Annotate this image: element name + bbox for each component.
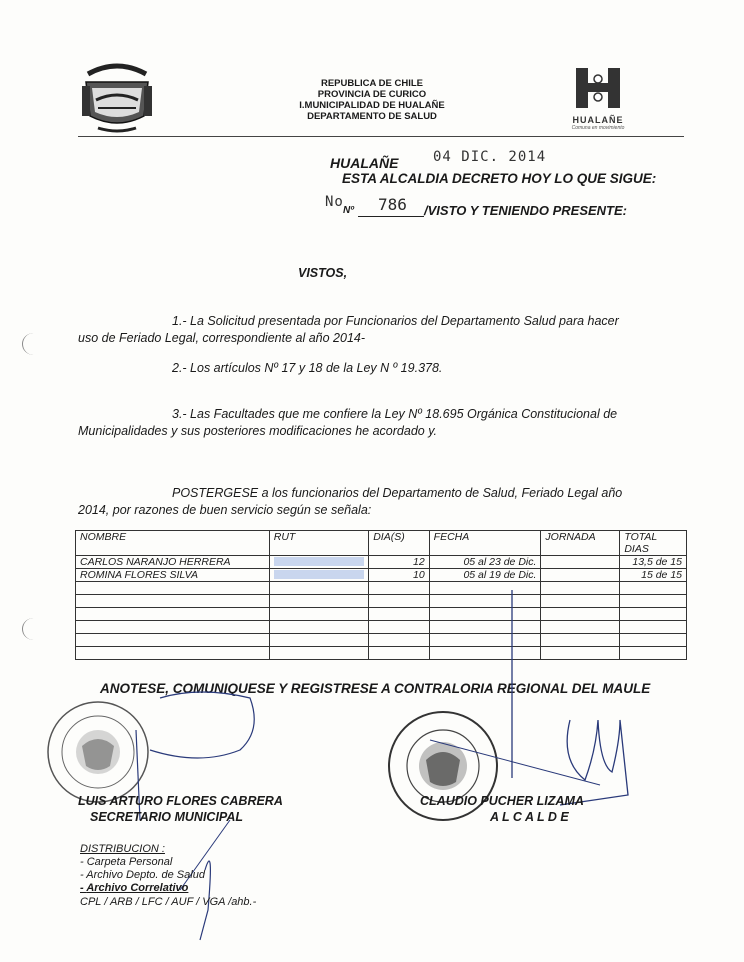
distribution-item: - Archivo Depto. de Salud: [80, 869, 205, 881]
distribution-item-bold: [80, 882, 188, 895]
logo-brand-name: HUALAÑE: [572, 115, 624, 125]
table-header-row: [76, 531, 687, 556]
number-underline: [358, 216, 424, 217]
header-divider: [78, 136, 684, 137]
number-label: Nº: [343, 205, 354, 216]
municipality-seal-left: [78, 56, 156, 136]
cell-total: 15 de 15: [620, 569, 687, 582]
distribution-title: DISTRIBUCION :: [80, 843, 165, 855]
secretary-name: LUIS ARTURO FLORES CABRERA: [78, 794, 283, 808]
vistos-title: VISTOS,: [298, 266, 348, 280]
header-line: I.MUNICIPALIDAD DE HUALAÑE: [299, 100, 445, 111]
number-prefix-stamp: No: [325, 194, 344, 210]
table-row: [76, 569, 687, 582]
cell-fecha: 05 al 23 de Dic.: [429, 556, 541, 569]
distribution-item: - Carpeta Personal: [80, 856, 173, 868]
cell-rut-redacted: [269, 569, 368, 582]
logo-tagline: Comuna en movimiento: [571, 125, 625, 131]
cell-rut-redacted: [269, 556, 368, 569]
mayor-title: A L C A L D E: [490, 810, 569, 824]
cell-dias: 12: [369, 556, 429, 569]
punch-hole-mark: [22, 618, 45, 640]
visto-2: 2.- Los artículos Nº 17 y 18 de la Ley N º 19.378.: [172, 361, 443, 375]
col-header-dias: DIA(S): [369, 531, 429, 556]
cell-nombre: ROMINA FLORES SILVA: [76, 569, 270, 582]
resolution-line-1: POSTERGESE a los funcionarios del Departamento de Salud, Feriado Legal año: [172, 486, 623, 500]
visto-3-line-1: 3.- Las Facultades que me confiere la Ley Nº 18.695 Orgánica Constitucional de: [172, 407, 618, 421]
mayor-name: CLAUDIO PUCHER LIZAMA: [420, 794, 584, 808]
cell-nombre: CARLOS NARANJO HERRERA: [76, 556, 270, 569]
hualane-h-icon: [572, 66, 624, 110]
distribution-bold-item: Archivo Correlativo: [86, 882, 189, 894]
punch-hole-mark: [22, 333, 45, 355]
visto-1-line-2: uso de Feriado Legal, correspondiente al año 2014-: [78, 331, 366, 345]
header-line: DEPARTAMENTO DE SALUD: [307, 111, 437, 122]
distribution-initials: CPL / ARB / LFC / AUF / VGA /ahb.-: [80, 896, 257, 908]
header-institution: [262, 78, 482, 122]
col-header-nombre: NOMBRE: [76, 531, 270, 556]
header-line: REPUBLICA DE CHILE: [320, 78, 424, 89]
resolution-line-2: 2014, por razones de buen servicio según se señala:: [78, 503, 372, 517]
closing-statement: ANOTESE, COMUNIQUESE Y REGISTRESE A CONTRALORIA REGIONAL DEL MAULE: [100, 681, 651, 696]
visto-3-line-2: Municipalidades y sus posteriores modificaciones he acordado y.: [78, 424, 437, 438]
secretary-title: SECRETARIO MUNICIPAL: [90, 810, 244, 824]
cell-fecha: 05 al 19 de Dic.: [429, 569, 541, 582]
header-line: PROVINCIA DE CURICO: [317, 89, 427, 100]
cell-dias: 10: [369, 569, 429, 582]
visto-1-line-1: 1.- La Solicitud presentada por Funcionarios del Departamento Salud para hacer: [172, 314, 619, 328]
distribution-bold-prefix: -: [80, 882, 87, 894]
table-row: [76, 556, 687, 569]
cell-total: 13,5 de 15: [620, 556, 687, 569]
col-header-total: TOTAL DIAS: [620, 531, 687, 556]
decree-number: 786: [378, 195, 407, 214]
cell-jornada: [541, 569, 620, 582]
hualane-logo-right: [568, 66, 628, 134]
decree-date-stamp: 04 DIC. 2014: [433, 149, 547, 165]
decree-place: HUALAÑE: [330, 155, 399, 171]
decree-intro: ESTA ALCALDIA DECRETO HOY LO QUE SIGUE:: [342, 171, 657, 186]
col-header-fecha: FECHA: [429, 531, 541, 556]
decree-visto: /VISTO Y TENIENDO PRESENTE:: [424, 203, 627, 218]
col-header-rut: RUT: [269, 531, 368, 556]
col-header-jornada: JORNADA: [541, 531, 620, 556]
cell-jornada: [541, 556, 620, 569]
